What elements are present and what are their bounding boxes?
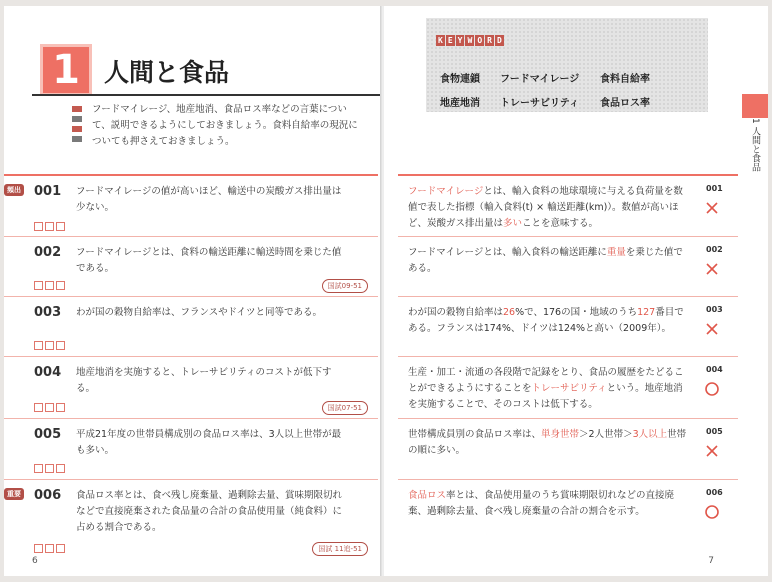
answer-segment: ことを意味する。 (522, 218, 599, 229)
question-tag-badge: 重要 (4, 488, 24, 500)
keyword-letter: R (487, 36, 492, 45)
incorrect-cross-icon (704, 200, 720, 216)
keyword-letter: K (438, 36, 443, 45)
review-checkboxes[interactable] (34, 222, 65, 231)
keyword-item: 食料自給率 (600, 74, 650, 85)
answer-number: 002 (706, 245, 723, 254)
question-number: 006 (34, 488, 62, 503)
checkbox-icon[interactable] (34, 341, 43, 350)
answer-segment: 率とは、食品使用量のうち賞味期限切れなどの直接廃棄、過剰除去量、食べ残し廃棄量の合計の割合を示す。 (408, 490, 675, 517)
answer-highlight: 127 (637, 307, 656, 318)
exam-reference-badge: 国試09-51 (322, 279, 368, 293)
keyword-letter: Y (457, 36, 463, 45)
question-text: わが国の穀物自給率は、フランスやドイツと同等である。 (76, 307, 323, 318)
keyword-item: 食品ロス率 (600, 98, 650, 109)
correct-circle-icon (704, 381, 720, 397)
checkbox-icon[interactable] (45, 464, 54, 473)
answer-text (408, 365, 688, 413)
answer-number: 006 (706, 488, 723, 497)
answer-segment: を乗じた値である。 (408, 247, 683, 274)
question-row (4, 296, 378, 356)
answer-segment: 世帯構成員別の食品ロス率は、 (408, 429, 542, 440)
chapter-side-label: 1 人間と食品 (750, 118, 760, 172)
checkbox-icon[interactable] (45, 544, 54, 553)
question-row (4, 418, 378, 479)
answer-segment: 世帯の順に多い。 (408, 429, 687, 456)
chapter-title: 人間と食品 (104, 58, 230, 87)
checkbox-icon[interactable] (56, 403, 65, 412)
review-checkboxes[interactable] (34, 464, 65, 473)
answer-segment: 番目である。フランスは174%、ドイツは124%と高い（2009年）。 (408, 307, 684, 334)
keyword-item: フードマイレージ (500, 74, 580, 85)
answer-segment: フードマイレージとは、輸入食料の輸送距離に (408, 247, 607, 258)
checkbox-icon[interactable] (56, 222, 65, 231)
answer-row (398, 236, 738, 296)
checkbox-icon[interactable] (56, 341, 65, 350)
checkbox-icon[interactable] (34, 281, 43, 290)
question-row (4, 356, 378, 418)
answer-highlight: 食品ロス (408, 490, 447, 501)
checkbox-icon[interactable] (34, 222, 43, 231)
keyword-item: 食物連鎖 (440, 74, 480, 85)
answer-number: 005 (706, 427, 723, 436)
chapter-side-tab (742, 94, 768, 118)
keyword-letter: W (467, 36, 473, 45)
checkbox-icon[interactable] (45, 403, 54, 412)
question-text: フードマイレージとは、食料の輸送距離に輸送時間を乗じた値である。 (76, 247, 342, 274)
keyword-item: 地産地消 (440, 98, 480, 109)
answer-segment: という。地産地消を実施することで、そのコストは低下する。 (408, 383, 683, 410)
checkbox-icon[interactable] (34, 403, 43, 412)
answer-row (398, 418, 738, 479)
checkbox-icon[interactable] (45, 222, 54, 231)
question-row (4, 236, 378, 296)
keyword-item: トレーサビリティ (500, 98, 579, 109)
incorrect-cross-icon (704, 261, 720, 277)
answer-segment: わが国の穀物自給率は (408, 307, 504, 318)
question-number: 004 (34, 365, 62, 380)
answer-text (408, 245, 688, 277)
review-checkboxes[interactable] (34, 281, 65, 290)
chapter-intro: フードマイレージ、地産地消、食品ロス率などの言葉について、説明できるようにしておきましょう。食料自給率の現況についても押さえておきましょう。 (92, 104, 358, 147)
incorrect-cross-icon (704, 443, 720, 459)
keyword-letter: O (477, 36, 483, 45)
answer-highlight: 重量 (606, 247, 626, 258)
page-number-left: 6 (32, 556, 38, 566)
question-text: 平成21年度の世帯員構成別の食品ロス率は、3人以上世帯が最も多い。 (76, 429, 342, 456)
answer-text (408, 184, 688, 232)
question-number: 001 (34, 184, 62, 199)
answer-text (408, 488, 688, 520)
keyword-letter: E (447, 36, 453, 45)
question-number: 005 (34, 427, 62, 442)
answer-highlight: フードマイレージ (408, 186, 484, 197)
question-row (4, 174, 378, 236)
intro-decoration-icon (72, 106, 84, 146)
answer-segment: とは、輸入食料の地球環境に与える負荷量を数値で表した指標（輸入食料(t) × 輸送距離(km)）。数値が高いほど、炭酸ガス排出量は (408, 186, 683, 229)
question-tag-badge: 頻出 (4, 184, 24, 196)
keyword-list (440, 70, 690, 109)
question-text: 食品ロス率とは、食べ残し廃棄量、過剰除去量、賞味期限切れなどで直接廃棄された食品量の合計の食品使用量（純食料）に占める割合である。 (76, 490, 343, 533)
answer-highlight: 3人以上 (632, 429, 668, 440)
answer-row (398, 479, 738, 559)
keyword-label (436, 35, 504, 46)
answer-number: 003 (706, 305, 723, 314)
answer-number: 001 (706, 184, 723, 193)
answer-row (398, 296, 738, 356)
checkbox-icon[interactable] (34, 464, 43, 473)
right-page (384, 6, 768, 576)
answer-row (398, 356, 738, 418)
answer-highlight: 多い (503, 218, 523, 229)
title-underline (32, 94, 380, 96)
answer-text (408, 305, 688, 337)
review-checkboxes[interactable] (34, 341, 65, 350)
checkbox-icon[interactable] (45, 281, 54, 290)
question-row (4, 479, 378, 559)
checkbox-icon[interactable] (56, 281, 65, 290)
exam-reference-badge: 国試 11追-51 (312, 542, 368, 556)
answer-number: 004 (706, 365, 723, 374)
checkbox-icon[interactable] (56, 544, 65, 553)
answer-segment: %で、176の国・地域のうち (515, 307, 638, 318)
answer-highlight: トレーサビリティ (531, 383, 607, 394)
question-text: フードマイレージの値が高いほど、輸送中の炭酸ガス排出量は少ない。 (76, 186, 342, 213)
checkbox-icon[interactable] (56, 464, 65, 473)
question-text: 地産地消を実施すると、トレーサビリティのコストが低下する。 (76, 367, 332, 394)
checkbox-icon[interactable] (45, 341, 54, 350)
left-page (4, 6, 382, 576)
review-checkboxes[interactable] (34, 403, 65, 412)
page-number-right: 7 (708, 556, 714, 566)
correct-circle-icon (704, 504, 720, 520)
question-number: 003 (34, 305, 62, 320)
answer-highlight: 単身世帯 (541, 429, 580, 440)
answer-highlight: 26 (503, 307, 516, 318)
answer-segment: ＞2人世帯＞ (579, 429, 633, 440)
chapter-number: 1 (40, 44, 92, 96)
review-checkboxes[interactable] (34, 544, 65, 553)
exam-reference-badge: 国試07-51 (322, 401, 368, 415)
keyword-letter: D (496, 36, 502, 45)
checkbox-icon[interactable] (34, 544, 43, 553)
answer-text (408, 427, 688, 459)
question-number: 002 (34, 245, 62, 260)
incorrect-cross-icon (704, 321, 720, 337)
answer-segment: 生産・加工・流通の各段階で記録をとり、食品の履歴をたどることができるようにすることを (408, 367, 684, 394)
answer-row (398, 174, 738, 236)
